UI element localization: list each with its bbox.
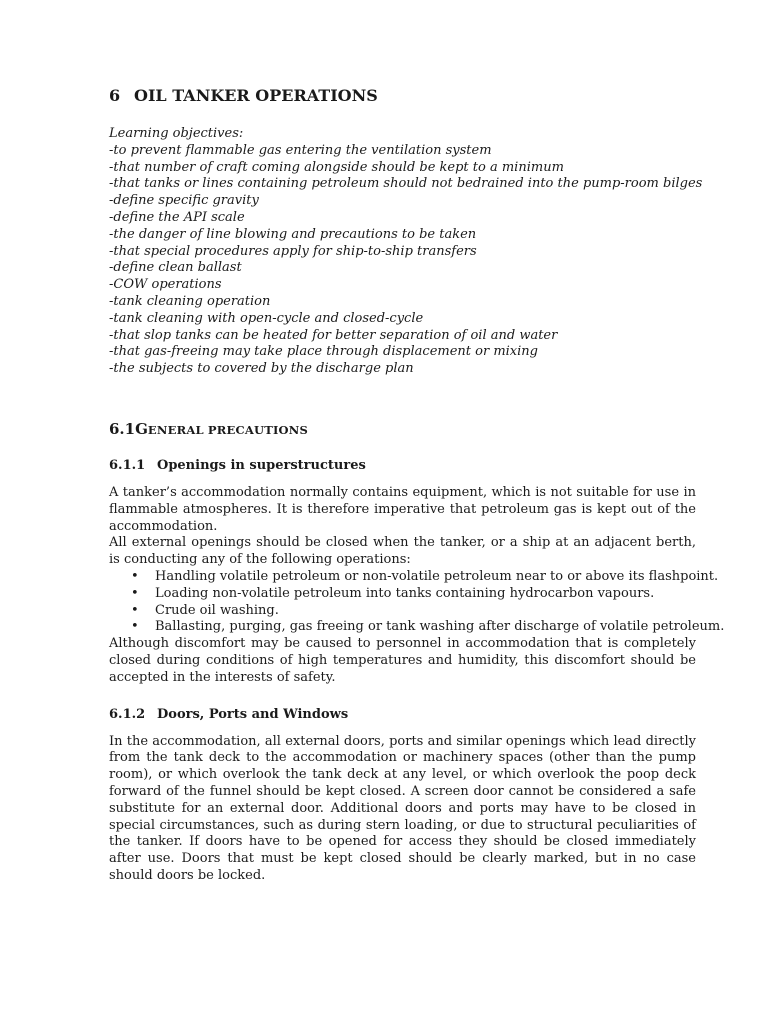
subsection-title: Openings in superstructures: [157, 457, 366, 473]
objective-item: -to prevent flammable gas entering the ventilation system: [109, 142, 492, 158]
objective-item: -define clean ballast: [109, 260, 242, 276]
objective-item: -define the API scale: [109, 209, 245, 225]
bullet-item: • Ballasting, purging, gas freeing or tank washing after discharge of volatile petroleum.: [131, 619, 696, 636]
chapter-heading: [109, 86, 696, 105]
page-content: [109, 86, 725, 885]
objective-item: -the subjects to covered by the discharge plan: [109, 361, 414, 377]
bullet-list: [109, 568, 725, 636]
subsection-number: 6.1.1: [109, 457, 146, 473]
objective-item: -that gas-freeing may take place through displacement or mixing: [109, 344, 538, 360]
objective-item: -COW operations: [109, 277, 222, 293]
objective-item: -define specific gravity: [109, 193, 259, 209]
objective-item: -that special procedures apply for ship-to-ship transfers: [109, 243, 477, 259]
section-number: 6.1: [109, 419, 136, 438]
objective-item: -that tanks or lines containing petroleum should not bedrained into the pump-room bilges: [109, 176, 703, 192]
objective-item: -the danger of line blowing and precautions to be taken: [109, 226, 477, 242]
subsection-number: 6.1.2: [109, 706, 146, 722]
paragraph: In the accommodation, all external doors, ports and similar openings which lead directly from the tank deck to the accommodation or machinery spaces (other than the pump room), or which overlook the tank deck at any level, or which overlook the poop deck forward of the funnel should be kept closed. A screen door cannot be considered a safe substitute for an external door. Additional doors and ports may have to be closed in special circumstances, such as during stern loading, or due to structural peculiarities of the tanker. If doors have to be opened for access they should be closed immediately after use. Doors that must be kept closed should be clearly marked, but in no case should doors be locked.: [109, 733, 696, 883]
section-title-rest: ENERAL PRECAUTIONS: [147, 422, 308, 437]
paragraph: A tanker’s accommodation normally contains equipment, which is not suitable for use in flammable atmospheres. It is therefore imperative that petroleum gas is kept out of the accommodation.: [109, 484, 696, 534]
bullet-item: • Crude oil washing.: [131, 603, 696, 620]
objective-item: -tank cleaning operation: [109, 293, 271, 309]
bullet-item: • Handling volatile petroleum or non-volatile petroleum near to or above its flashpoint.: [131, 569, 696, 586]
chapter-title: OIL TANKER OPERATIONS: [134, 86, 378, 105]
section-heading-general-precautions: [109, 420, 696, 438]
objective-item: -tank cleaning with open-cycle and closed-cycle: [109, 310, 424, 326]
paragraph: Although discomfort may be caused to personnel in accommodation that is completely closed during conditions of high temperatures and humidity, this discomfort should be accepted in the interests of safety.: [109, 636, 696, 685]
objective-item: -that number of craft coming alongside should be kept to a minimum: [109, 159, 564, 175]
objective-item: -that slop tanks can be heated for better separation of oil and water: [109, 327, 558, 343]
subsection-heading-doors: [109, 707, 696, 722]
learning-objectives: [109, 126, 703, 378]
section-title-initial: G: [135, 419, 148, 438]
chapter-number: 6: [109, 86, 121, 105]
paragraph: All external openings should be closed when the tanker, or a ship at an adjacent berth, is conducting any of the following operations:: [109, 535, 696, 568]
bullet-item: • Loading non-volatile petroleum into tanks containing hydrocarbon vapours.: [131, 586, 696, 603]
objectives-heading: Learning objectives:: [109, 126, 244, 141]
subsection-heading-openings: [109, 458, 696, 473]
subsection-title: Doors, Ports and Windows: [157, 706, 349, 722]
